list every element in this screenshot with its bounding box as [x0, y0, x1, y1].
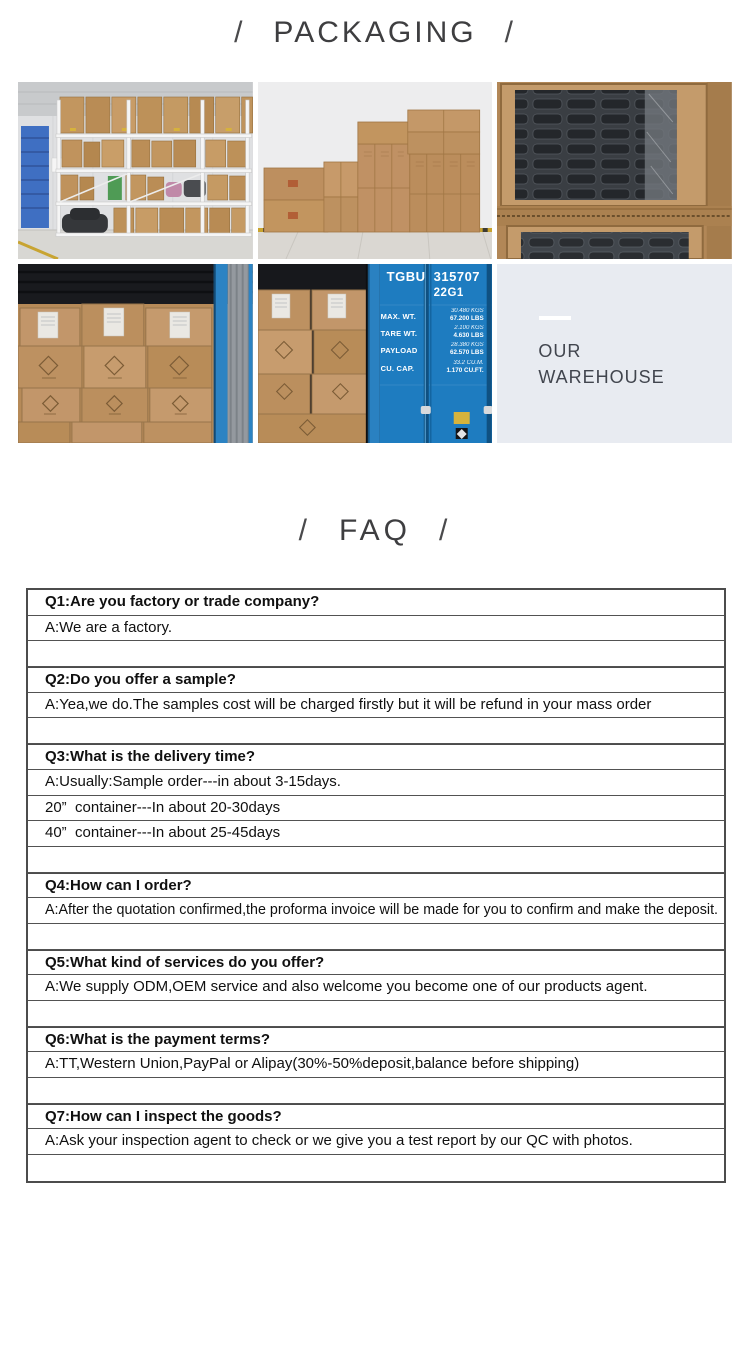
faq-row-answer — [28, 975, 724, 1001]
faq-title-text: FAQ — [338, 514, 411, 547]
container-spec-metric: 2.100 KGS — [454, 325, 484, 332]
faq-row-spacer — [28, 641, 724, 667]
faq-row-text: Q1:Are you factory or trade company? — [45, 593, 320, 610]
container-spec-metric: 28.380 KGS — [450, 342, 484, 349]
faq-row-question — [28, 667, 724, 693]
faq-row-text: A:We supply ODM,OEM service and also welcome you become one of our products agent. — [45, 978, 648, 996]
warehouse-caption — [538, 338, 664, 390]
container-spec-values — [450, 342, 484, 356]
photo-packed-products — [497, 82, 732, 259]
faq-row-text: Q7:How can I inspect the goods? — [45, 1107, 282, 1125]
container-door-markings — [258, 264, 493, 443]
photo-container-door — [258, 264, 493, 443]
container-spec-label: PAYLOAD — [380, 346, 418, 356]
faq-row-spacer — [28, 718, 724, 744]
faq-row-text: A:Yea,we do.The samples cost will be charged firstly but it will be refund in your mass order — [45, 695, 652, 713]
faq-row-text: A:Usually:Sample order---in about 3-15days. — [45, 772, 341, 790]
container-size-type-code: 22G1 — [433, 287, 464, 299]
faq-row-text: Q3:What is the delivery time? — [45, 748, 256, 766]
packaging-section-title — [0, 16, 750, 50]
slash-decoration: / — [234, 16, 246, 49]
faq-row-question — [28, 1027, 724, 1053]
faq-row-question — [28, 744, 724, 770]
photo-stacked-cartons — [258, 82, 493, 259]
container-spec-row — [381, 360, 484, 377]
slash-decoration: / — [298, 514, 311, 547]
faq-row-answer — [28, 770, 724, 796]
faq-row-question — [28, 590, 724, 616]
warehouse-caption-panel — [497, 264, 732, 443]
faq-row-question — [28, 950, 724, 976]
container-spec-values — [450, 308, 484, 322]
container-spec-label: TARE WT. — [380, 329, 418, 339]
packaging-photo-grid — [18, 82, 732, 443]
warehouse-caption-line2: WAREHOUSE — [538, 367, 665, 387]
faq-row-text: A:Ask your inspection agent to check or we give you a test report by our QC with photos. — [45, 1132, 633, 1150]
faq-row-answer — [28, 693, 724, 719]
slash-decoration: / — [504, 16, 516, 49]
faq-row-text: Q5:What kind of services do you offer? — [45, 953, 325, 971]
faq-row-text: 20” container---In about 20-30days — [45, 798, 281, 816]
faq-row-text: Q2:Do you offer a sample? — [45, 671, 236, 689]
faq-row-spacer — [28, 847, 724, 873]
warehouse-caption-line1: OUR — [538, 341, 582, 361]
container-spec-values — [447, 360, 484, 374]
container-spec-metric: 30.480 KGS — [450, 308, 484, 314]
container-spec-row — [381, 325, 484, 342]
packaging-title-text: PACKAGING — [273, 16, 477, 49]
faq-table — [26, 588, 726, 1183]
faq-row-answer — [28, 796, 724, 822]
faq-row-answer — [28, 821, 724, 847]
warehouse-shelves-illustration — [18, 82, 253, 259]
container-serial-number: 315707 — [433, 269, 481, 284]
container-spec-row — [381, 308, 484, 325]
faq-row-answer — [28, 1052, 724, 1078]
stacked-cartons-illustration — [258, 82, 493, 259]
faq-row-answer — [28, 616, 724, 642]
faq-row-spacer — [28, 1078, 724, 1104]
slash-decoration: / — [439, 514, 452, 547]
faq-row-text: A:We are a factory. — [45, 618, 172, 636]
faq-row-text: A:After the quotation confirmed,the proforma invoice will be made for you to confirm and make the deposit. — [45, 901, 719, 919]
container-spec-label: MAX. WT. — [380, 312, 417, 321]
container-owner-code: TGBU — [386, 269, 426, 284]
container-spec-label: CU. CAP. — [380, 363, 415, 373]
faq-row-spacer — [28, 1155, 724, 1181]
faq-section-title — [0, 514, 750, 548]
faq-row-question — [28, 873, 724, 899]
container-spec-imperial: 4.630 LBS — [453, 332, 484, 340]
container-spec-row — [381, 342, 484, 359]
faq-row-text: Q4:How can I order? — [45, 876, 192, 894]
photo-warehouse-shelves — [18, 82, 253, 259]
container-spec-imperial: 62.570 LBS — [450, 349, 484, 357]
container-spec-imperial: 67.200 LBS — [450, 315, 484, 322]
faq-row-text: Q6:What is the payment terms? — [45, 1030, 271, 1048]
container-spec-table — [381, 308, 484, 377]
faq-row-answer — [28, 1129, 724, 1155]
packed-products-illustration — [497, 82, 732, 259]
container-spec-imperial: 1.170 CU.FT. — [446, 366, 484, 374]
container-spec-values — [454, 325, 484, 339]
faq-row-spacer — [28, 924, 724, 950]
faq-row-spacer — [28, 1001, 724, 1027]
dash-decoration — [539, 316, 571, 320]
faq-row-text: 40” container---In about 25-45days — [45, 824, 281, 842]
faq-row-question — [28, 1104, 724, 1130]
container-spec-metric: 33.2 CU.M. — [453, 359, 484, 366]
container-loading-illustration — [18, 264, 253, 443]
photo-container-loading — [18, 264, 253, 443]
faq-row-text: A:TT,Western Union,PayPal or Alipay(30%-50%deposit,balance before shipping) — [45, 1055, 580, 1073]
faq-row-answer — [28, 898, 724, 924]
